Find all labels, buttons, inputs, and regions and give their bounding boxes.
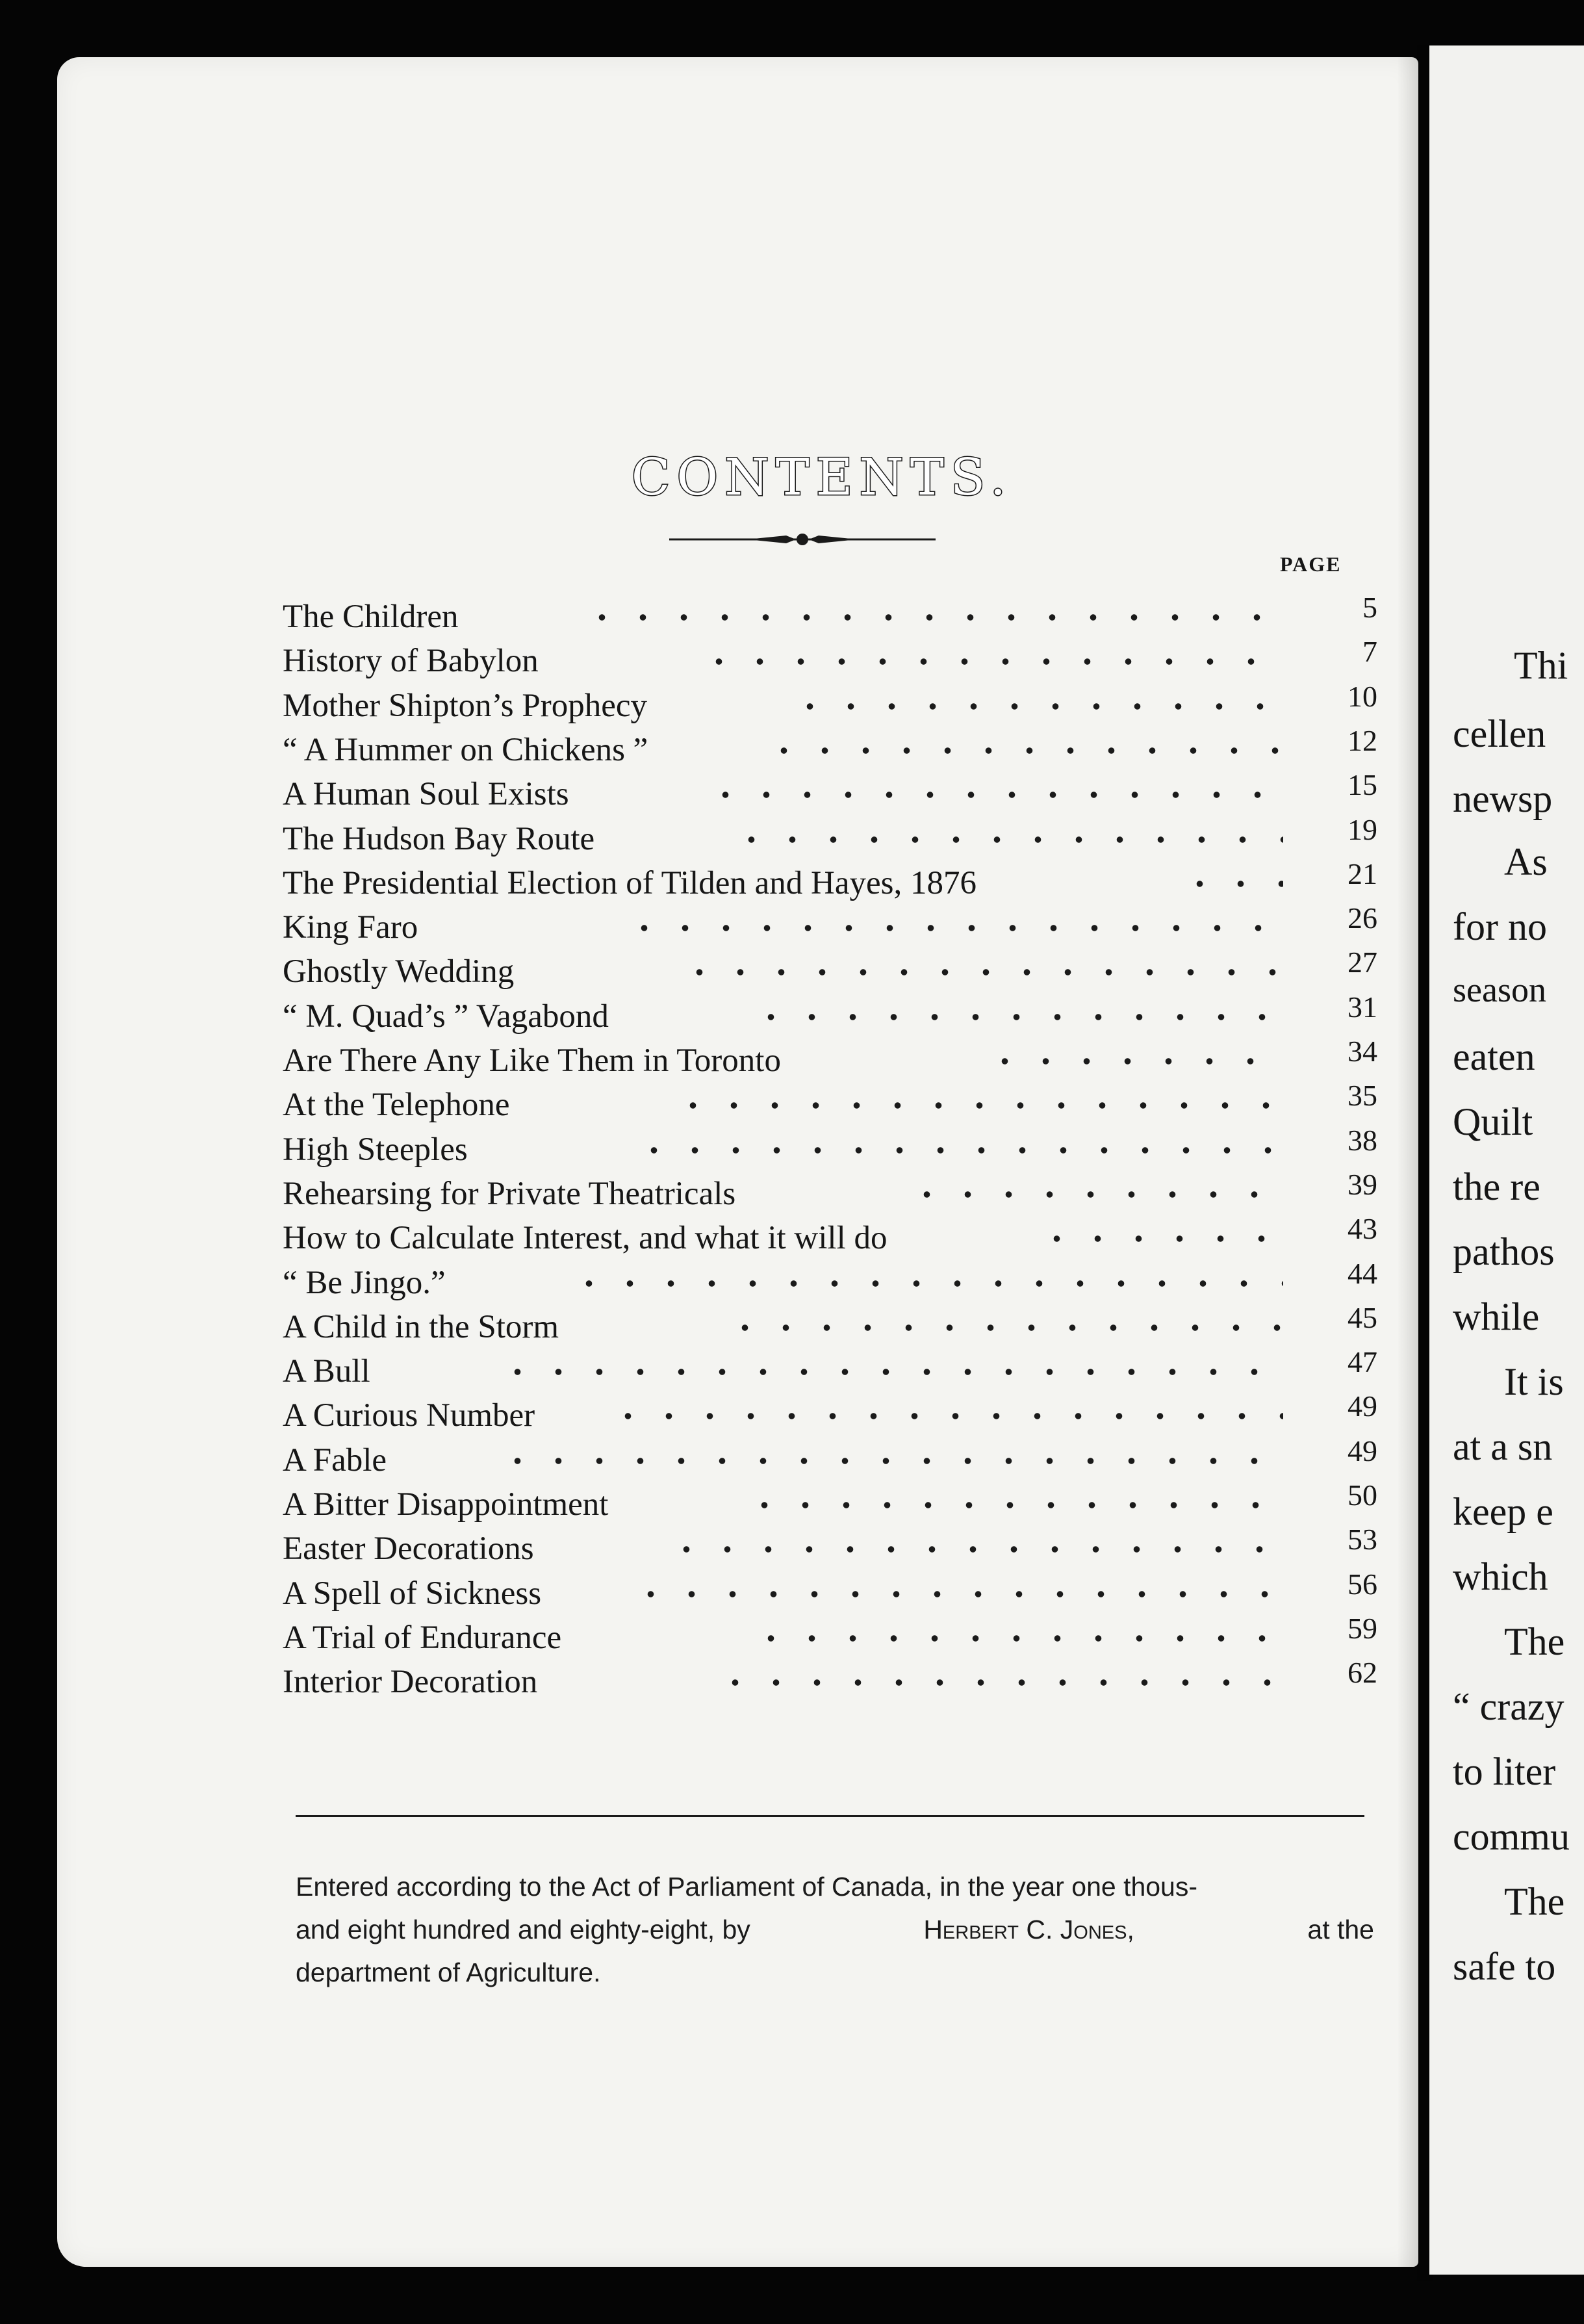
toc-entry-title: The Hudson Bay Route [283,820,595,857]
toc-leader-dots [750,1013,1283,1021]
copyright-text: and eight hundred and eighty-eight, by [296,1915,750,1944]
facing-page-line: which [1453,1555,1548,1598]
toc-entry-title: The Children [283,599,459,635]
toc-entry-title: Ghostly Wedding [283,953,515,990]
toc-entry [283,768,1377,818]
toc-entry [283,1389,1377,1440]
facing-page-line: cellen [1453,712,1546,755]
toc-leader-dots [497,1457,1283,1465]
facing-page-line: As [1504,840,1548,883]
toc-entry [283,1656,1377,1706]
toc-entry [283,1212,1377,1262]
toc-leader-dots [666,1545,1283,1553]
facing-page-line: Quilt [1453,1100,1533,1143]
toc-entry [283,1567,1377,1618]
toc-leader-dots [698,658,1283,665]
toc-entry-page: 7 [1362,635,1377,669]
facing-page-line: eaten [1453,1035,1535,1078]
toc-leader-dots [679,968,1283,976]
toc-entry-title: A Curious Number [283,1397,535,1434]
toc-entry-title: A Trial of Endurance [283,1619,562,1656]
toc-entry-title: High Steeples [283,1131,468,1168]
toc-leader-dots [497,1368,1283,1376]
toc-leader-dots [568,1280,1283,1287]
toc-leader-dots [744,1501,1283,1509]
toc-entry-title: At the Telephone [283,1087,510,1124]
toc-entry-title: A Spell of Sickness [283,1575,542,1612]
toc-entry-title: Are There Any Like Them in Toronto [283,1042,781,1079]
page-column-header: PAGE [1280,552,1342,576]
toc-entry [283,1123,1377,1174]
toc-entry-page: 59 [1348,1611,1377,1645]
copyright-line: department of Agriculture. [296,1957,601,1987]
toc-entry-page: 49 [1348,1389,1377,1423]
toc-entry-page: 47 [1348,1345,1377,1379]
facing-page-line: The [1504,1620,1565,1663]
toc-entry [283,1079,1377,1129]
toc-leader-dots [724,1324,1283,1332]
facing-page-line: for no [1453,905,1547,948]
contents-title: CONTENTS. [631,448,1013,507]
footer-rule [296,1815,1364,1817]
toc-leader-dots [672,1102,1283,1109]
toc-entry-title: Easter Decorations [283,1530,534,1568]
toc-entry [283,857,1377,907]
toc-leader-dots [607,1412,1283,1420]
toc-entry [283,901,1377,951]
copyright-text: at the [1307,1915,1374,1944]
facing-page-line: season [1453,970,1546,1009]
toc-entry [283,812,1377,863]
toc-entry [283,1434,1377,1484]
toc-entry-title: How to Calculate Interest, and what it will do [283,1220,888,1257]
toc-entry-page: 56 [1348,1567,1377,1601]
facing-page [1429,45,1584,2275]
toc-entry-title: Rehearsing for Private Theatricals [283,1175,736,1212]
toc-entry-title: King Faro [283,909,418,946]
facing-page-line: commu [1453,1815,1570,1858]
toc-leader-dots [906,1191,1283,1198]
toc-entry [283,1611,1377,1662]
facing-page-line: newsp [1453,777,1553,820]
toc-entry-title: A Bull [283,1353,370,1390]
facing-page-line: Thi [1514,644,1568,687]
facing-page-line: “ crazy [1453,1685,1565,1728]
toc-entry-page: 35 [1348,1079,1377,1113]
toc-entry [283,1345,1377,1395]
toc-entry-page: 39 [1348,1167,1377,1201]
toc-entry-title: A Bitter Disappointment [283,1486,609,1523]
copyright-author: Herbert C. Jones, [923,1915,1134,1944]
toc-entry [283,1523,1377,1573]
toc-entry [283,946,1377,996]
toc-entry [283,679,1377,730]
toc-entry-title: “ Be Jingo.” [283,1264,446,1301]
facing-page-line: pathos [1453,1230,1555,1273]
toc-leader-dots [731,836,1283,844]
toc-entry-title: A Human Soul Exists [283,776,569,813]
facing-page-line: at a sn [1453,1425,1553,1468]
toc-entry [283,1035,1377,1085]
toc-entry-page: 26 [1348,901,1377,935]
toc-entry [283,1256,1377,1307]
toc-entry-page: 38 [1348,1123,1377,1157]
toc-entry [283,723,1377,774]
toc-entry-page: 15 [1348,768,1377,802]
facing-page-line: keep e [1453,1490,1553,1533]
toc-entry-page: 10 [1348,679,1377,713]
toc-entry-title: A Fable [283,1441,387,1478]
toc-entry [283,1300,1377,1351]
facing-page-line: It is [1504,1360,1564,1403]
toc-entry [283,635,1377,685]
toc-entry-page: 21 [1348,857,1377,890]
toc-entry-page: 62 [1348,1656,1377,1690]
toc-entry-title: A Child in the Storm [283,1308,559,1345]
facing-page-line: the re [1453,1165,1540,1208]
toc-leader-dots [750,1634,1283,1642]
toc-leader-dots [624,924,1283,932]
toc-entry-title: Interior Decoration [283,1664,538,1701]
toc-leader-dots [633,1146,1283,1154]
toc-entry-title: “ A Hummer on Chickens ” [283,731,648,768]
toc-entry-page: 53 [1348,1523,1377,1556]
toc-entry [283,990,1377,1040]
toc-entry-page: 50 [1348,1478,1377,1512]
toc-leader-dots [984,1057,1283,1065]
toc-entry-page: 43 [1348,1212,1377,1246]
toc-entry-page: 44 [1348,1256,1377,1290]
toc-entry-page: 45 [1348,1300,1377,1334]
copyright-line [296,1908,1374,1951]
toc-entry [283,1167,1377,1218]
facing-page-line: while [1453,1295,1540,1338]
toc-entry-page: 49 [1348,1434,1377,1467]
ornament-divider [669,530,936,549]
toc-entry-page: 19 [1348,812,1377,846]
toc-entry-page: 5 [1362,591,1377,624]
toc-entry-title: The Presidential Election of Tilden and Hayes, 1876 [283,864,977,901]
facing-page-line: safe to [1453,1945,1556,1988]
toc-leader-dots [715,1679,1283,1686]
toc-entry-page: 12 [1348,723,1377,757]
toc-entry-page: 27 [1348,946,1377,979]
facing-page-line: to liter [1453,1750,1556,1793]
toc-leader-dots [581,613,1283,621]
toc-leader-dots [630,1590,1283,1598]
toc-leader-dots [789,703,1283,710]
toc-entry-title: “ M. Quad’s ” Vagabond [283,998,609,1035]
toc-entry-title: History of Babylon [283,643,539,680]
toc-leader-dots [705,791,1283,799]
toc-entry-page: 31 [1348,990,1377,1024]
copyright-notice [296,1865,1374,1994]
toc-entry [283,1478,1377,1529]
toc-leader-dots [1179,880,1283,888]
toc-leader-dots [763,747,1283,755]
facing-page-line: The [1504,1880,1565,1923]
toc-entry-page: 34 [1348,1035,1377,1068]
toc-leader-dots [1036,1235,1283,1243]
toc-entry-title: Mother Shipton’s Prophecy [283,687,647,724]
copyright-line: Entered according to the Act of Parliament of Canada, in the year one thous- [296,1872,1198,1902]
toc-entry [283,591,1377,641]
